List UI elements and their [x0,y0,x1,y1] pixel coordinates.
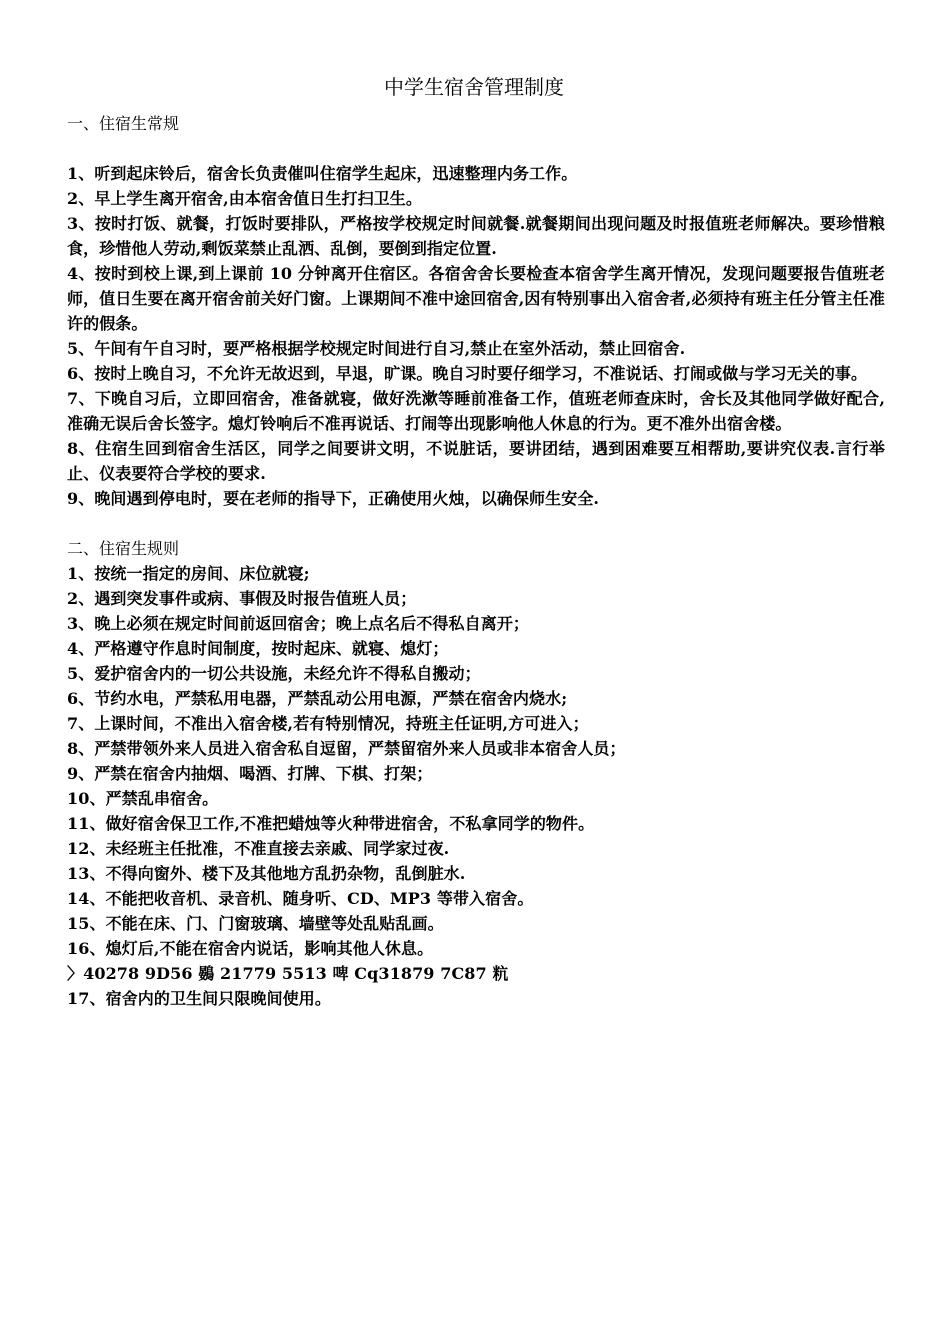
rule-item: 8、住宿生回到宿舍生活区，同学之间要讲文明，不说脏话，要讲团结，遇到困难要互相帮助,要讲究仪表.言行举止、仪表要符合学校的要求. [67,439,885,483]
rule-item: 7、下晚自习后，立即回宿舍，准备就寝，做好洗漱等睡前准备工作，值班老师查床时，舍长及其他同学做好配合,准确无误后舍长签字。熄灯铃响后不准再说话、打闹等出现影响他人休息的行为。更不准外出宿舍楼。 [67,389,885,433]
rule-item: 1、听到起床铃后，宿舍长负责催叫住宿学生起床，迅速整理内务工作。 [67,164,578,183]
rule-item: 12、未经班主任批准，不准直接去亲戚、同学家过夜. [67,839,450,858]
rule-item: 5、爱护宿舍内的一切公共设施，未经允许不得私自搬动； [67,664,481,683]
rule-item: 1、按统一指定的房间、床位就寝; [67,564,310,583]
rule-item: 15、不能在床、门、门窗玻璃、墙壁等处乱贴乱画。 [67,914,444,933]
rule-item: 2、遇到突发事件或病、事假及时报告值班人员； [67,589,417,608]
rule-item: 9、晚间遇到停电时，要在老师的指导下，正确使用火烛，以确保师生安全. [67,489,600,508]
document-title: 中学生宿舍管理制度 [384,75,564,99]
document-page [67,73,885,1011]
rule-item: 10、严禁乱串宿舍。 [67,789,219,808]
rule-item: 14、不能把收音机、录音机、随身听、CD、MP3 等带入宿舍。 [67,889,534,908]
rule-item: 9、严禁在宿舍内抽烟、喝酒、打牌、下棋、打架； [67,764,433,783]
section-resident-routine [67,111,885,511]
rule-item: 4、严格遵守作息时间制度，按时起床、就寝、熄灯； [67,639,449,658]
section-heading: 二、住宿生规则 [67,539,180,558]
rule-item: 4、按时到校上课,到上课前 10 分钟离开住宿区。各宿舍舍长要检查本宿舍学生离开情况，发现问题要报告值班老师，值日生要在离开宿舍前关好门窗。上课期间不准中途回宿舍,因有特别事出入宿舍者,必须持有班主任分管主任准许的假条。 [67,264,885,333]
rule-list [67,561,885,1011]
rule-item: 7、上课时间，不准出入宿舍楼,若有特别情况，持班主任证明,方可进入； [67,714,589,733]
rule-item: 16、熄灯后,不能在宿舍内说话，影响其他人休息。 [67,939,434,958]
garbled-text-line: 〉40278 9D56 鷃 21779 5513 啤 Cq31879 7C87 粇 [67,964,509,983]
section-heading: 一、住宿生常规 [67,114,180,133]
rule-item: 6、按时上晚自习，不允许无故迟到，早退，旷课。晚自习时要仔细学习，不准说话、打闹或做与学习无关的事。 [67,364,868,383]
rule-item: 13、不得向窗外、楼下及其他地方乱扔杂物，乱倒脏水. [67,864,466,883]
rule-item: 8、严禁带领外来人员进入宿舍私自逗留，严禁留宿外来人员或非本宿舍人员； [67,739,626,758]
rule-item: 2、早上学生离开宿舍,由本宿舍值日生打扫卫生。 [67,189,423,208]
rule-item: 3、晚上必须在规定时间前返回宿舍；晚上点名后不得私自离开； [67,614,530,633]
rule-list [67,161,885,511]
section-resident-rules [67,536,885,1011]
rule-item: 5、午间有午自习时，要严格根据学校规定时间进行自习,禁止在室外活动，禁止回宿舍. [67,339,686,358]
rule-item: 11、做好宿舍保卫工作,不准把蜡烛等火种带进宿舍，不私拿同学的物件。 [67,814,595,833]
rule-item: 17、宿舍内的卫生间只限晚间使用。 [67,989,331,1008]
rule-item: 6、节约水电，严禁私用电器，严禁乱动公用电源，严禁在宿舍内烧水; [67,689,568,708]
rule-item: 3、按时打饭、就餐，打饭时要排队，严格按学校规定时间就餐.就餐期间出现问题及时报值班老师解决。要珍惜粮食，珍惜他人劳动,剩饭菜禁止乱洒、乱倒，要倒到指定位置. [67,214,885,258]
